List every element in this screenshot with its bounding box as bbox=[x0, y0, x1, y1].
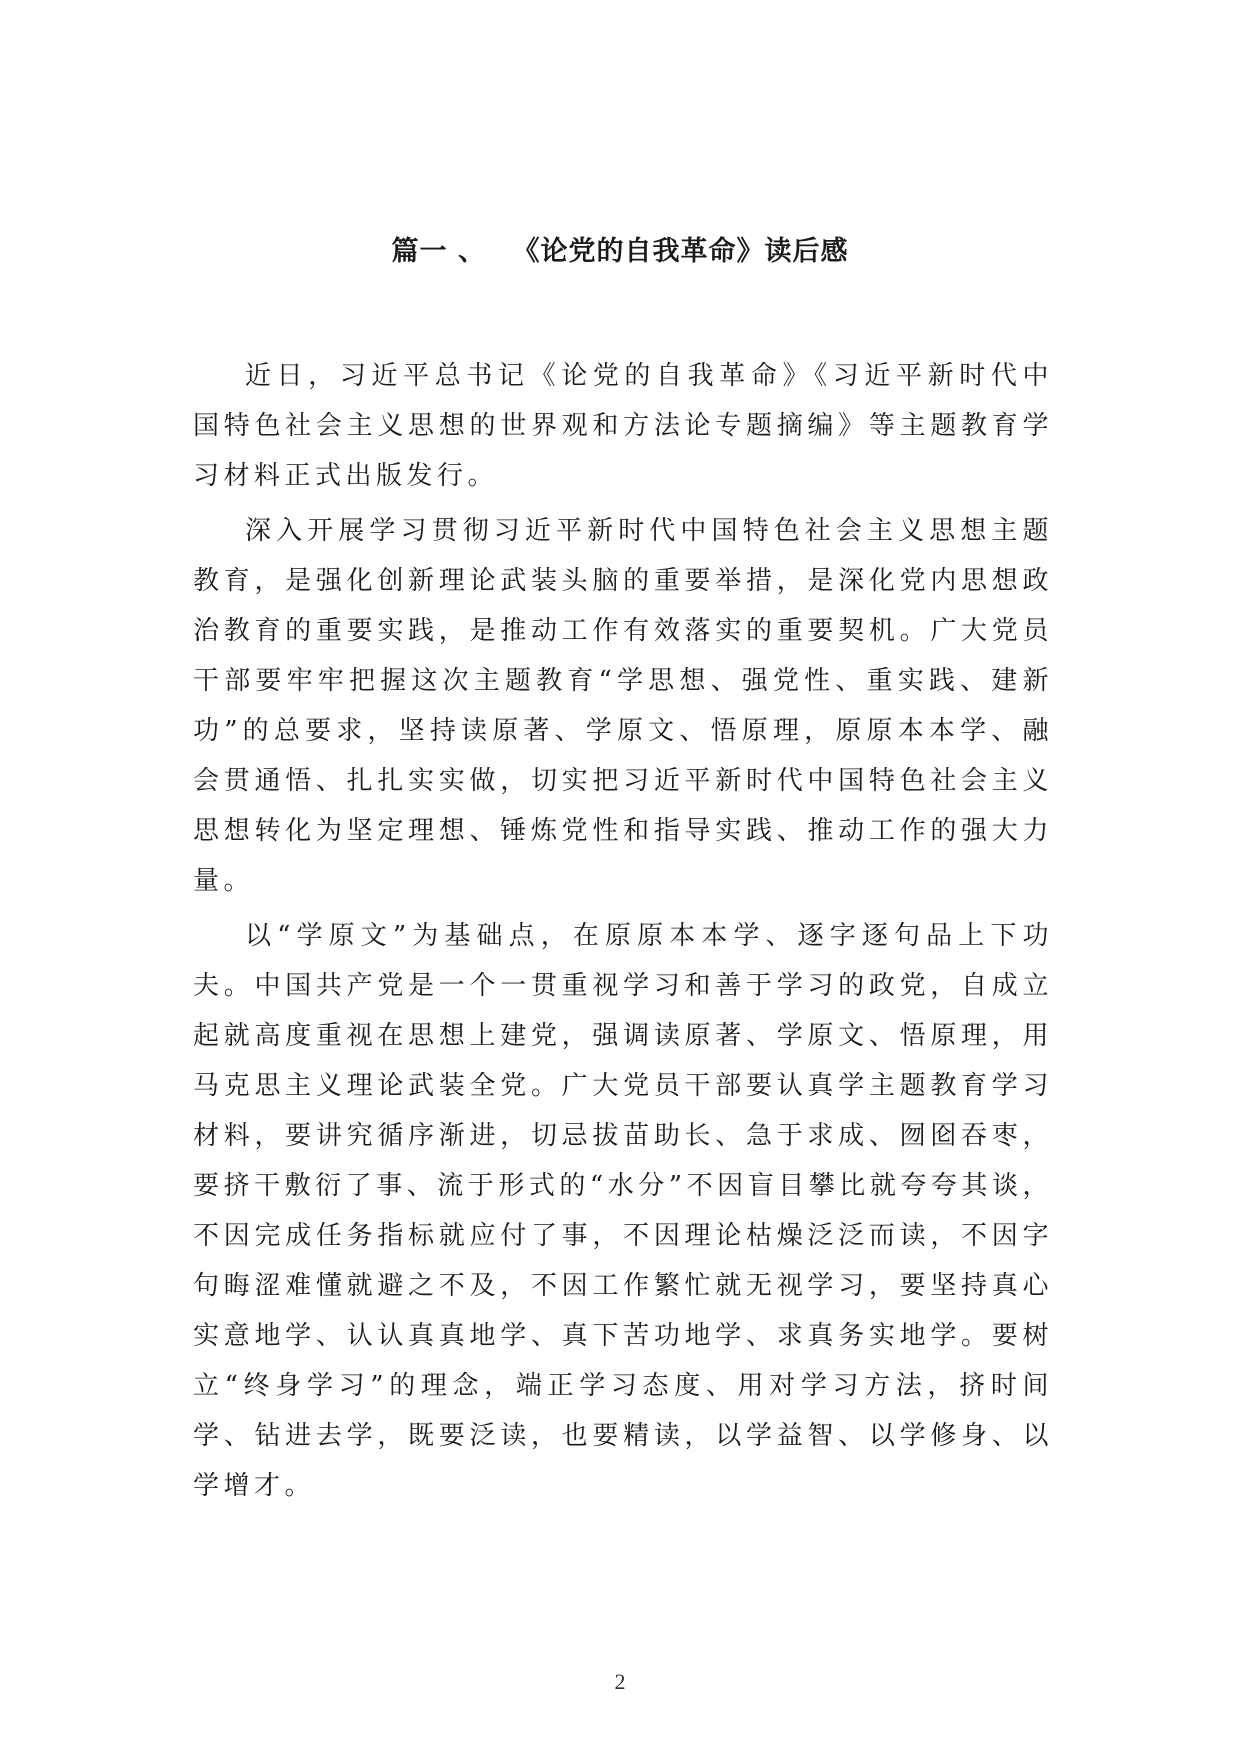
title-sequence: 篇一 、 bbox=[391, 236, 486, 267]
document-title bbox=[0, 232, 1240, 272]
paragraph-3: 以“学原文”为基础点，在原原本本学、逐字逐句品上下功夫。中国共产党是一个一贯重视学习和善于学习的政党，自成立起就高度重视在思想上建党，强调读原著、学原文、悟原理，用马克思主义理论武装全党。广大党员干部要认真学主题教育学习材料，要讲究循序渐进，切忌拔苗助长、急于求成、囫囵吞枣，要挤干敷衍了事、流于形式的“水分”不因盲目攀比就夸夸其谈，不因完成任务指标就应付了事，不因理论枯燥泛泛而读，不因字句晦涩难懂就避之不及，不因工作繁忙就无视学习，要坚持真心实意地学、认认真真地学、真下苦功地学、求真务实地学。要树立“终身学习”的理念，端正学习态度、用对学习方法，挤时间学、钻进去学，既要泛读，也要精读，以学益智、以学修身、以学增才。 bbox=[193, 921, 1053, 1501]
paragraph-1: 近日，习近平总书记《论党的自我革命》《习近平新时代中国特色社会主义思想的世界观和方法论专题摘编》等主题教育学习材料正式出版发行。 bbox=[193, 361, 1053, 491]
title-text: 《论党的自我革命》读后感 bbox=[525, 236, 849, 267]
paragraph-2: 深入开展学习贯彻习近平新时代中国特色社会主义思想主题教育，是强化创新理论武装头脑的重要举措，是深化党内思想政治教育的重要实践，是推动工作有效落实的重要契机。广大党员干部要牢牢把握这次主题教育“学思想、强党性、重实践、建新功”的总要求，坚持读原著、学原文、悟原理，原原本本学、融会贯通悟、扎扎实实做，切实把习近平新时代中国特色社会主义思想转化为坚定理想、锤炼党性和指导实践、推动工作的强大力量。 bbox=[193, 516, 1053, 896]
page-number: 2 bbox=[614, 1669, 626, 1694]
document-body bbox=[193, 351, 1053, 1516]
